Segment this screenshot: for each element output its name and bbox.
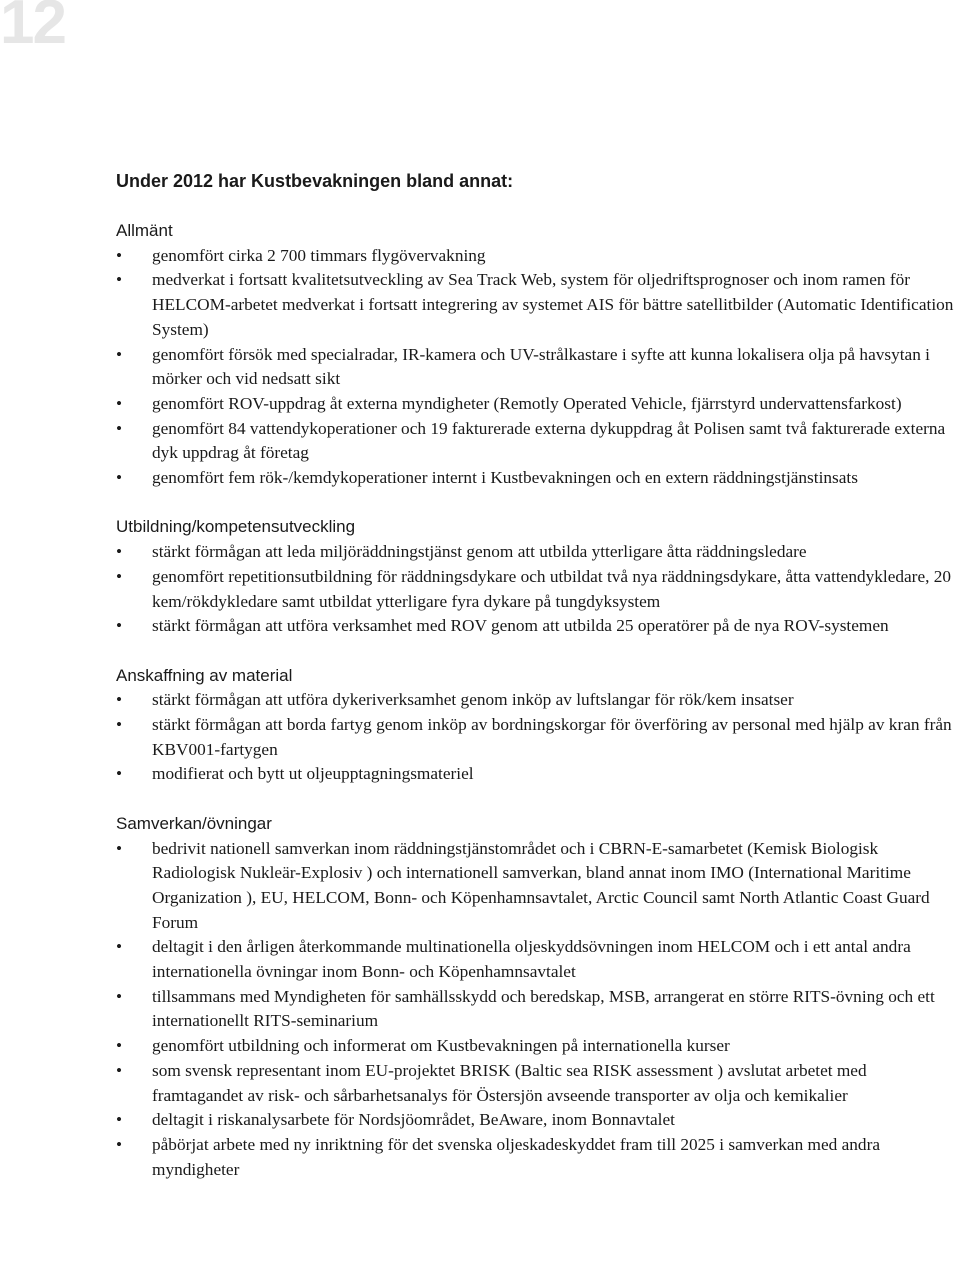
bullet-icon: • [116, 690, 123, 710]
list-item [116, 565, 960, 614]
bullet-list [116, 837, 960, 1183]
bullet-icon: • [116, 986, 123, 1006]
section-utbildning [116, 515, 960, 639]
list-item [116, 935, 960, 984]
bullet-icon: • [116, 1036, 123, 1056]
bullet-icon: • [116, 468, 123, 488]
list-item [116, 713, 960, 762]
list-item [116, 417, 960, 466]
bullet-icon: • [116, 418, 123, 438]
list-item-text: deltagit i den årligen återkommande multinationella oljeskyddsövningen inom HELCOM och i ett antal andra internationella övningar inom Bonn- och Köpenhamnsavtalet [152, 937, 911, 982]
list-item [116, 1108, 960, 1133]
section-anskaffning [116, 664, 960, 788]
list-item [116, 1034, 960, 1059]
list-item-text: modifierat och bytt ut oljeupptagningsmateriel [152, 764, 474, 784]
bullet-list [116, 688, 960, 787]
list-item [116, 614, 960, 639]
list-item-text: stärkt förmågan att leda miljöräddningstjänst genom att utbilda ytterligare åtta räddningsledare [152, 542, 807, 562]
bullet-icon: • [116, 838, 123, 858]
list-item-text: genomfört försök med specialradar, IR-kamera och UV-strålkastare i syfte att kunna lokalisera olja på havsytan i mörker och vid nedsatt sikt [152, 344, 930, 389]
list-item-text: genomfört utbildning och informerat om Kustbevakningen på internationella kurser [152, 1036, 730, 1056]
list-item [116, 1059, 960, 1108]
bullet-icon: • [116, 937, 123, 957]
list-item [116, 392, 960, 417]
bullet-icon: • [116, 245, 123, 265]
bullet-icon: • [116, 715, 123, 735]
list-item-text: stärkt förmågan att utföra dykeriverksamhet genom inköp av luftslangar för rök/kem insatser [152, 690, 794, 710]
bullet-list [116, 244, 960, 491]
bullet-icon: • [116, 1134, 123, 1154]
list-item-text: medverkat i fortsatt kvalitetsutveckling av Sea Track Web, system för oljedriftsprognoser och inom ramen för HELCOM-arbetet medverkat i fortsatt integrering av systemet AIS för bättre satellitbilder (Automatic Identification System) [152, 270, 954, 339]
list-item [116, 762, 960, 787]
list-item [116, 837, 960, 936]
page-heading: Under 2012 har Kustbevakningen bland annat: [116, 171, 514, 191]
section-samverkan [116, 812, 960, 1183]
page-number: 12 [0, 0, 65, 57]
list-item-text: deltagit i riskanalysarbete för Nordsjöområdet, BeAware, inom Bonnavtalet [152, 1110, 675, 1130]
bullet-icon: • [116, 764, 123, 784]
list-item [116, 343, 960, 392]
list-item-text: genomfört cirka 2 700 timmars flygövervakning [152, 245, 486, 265]
list-item-text: som svensk representant inom EU-projektet BRISK (Baltic sea RISK assessment ) avslutat arbetet med framtagandet av risk- och sårbarhetsanalys för Östersjön avseende transporter av olja och kemikalier [152, 1060, 867, 1105]
list-item [116, 268, 960, 342]
section-title: Utbildning/kompetensutveckling [116, 517, 356, 537]
document-body [116, 169, 960, 1207]
list-item [116, 688, 960, 713]
bullet-icon: • [116, 393, 123, 413]
list-item-text: stärkt förmågan att utföra verksamhet med ROV genom att utbilda 25 operatörer på de nya ROV-systemen [152, 616, 889, 636]
section-allmant [116, 219, 960, 491]
bullet-list [116, 540, 960, 639]
bullet-icon: • [116, 616, 123, 636]
bullet-icon: • [116, 344, 123, 364]
section-title: Anskaffning av material [116, 665, 293, 685]
list-item-text: genomfört 84 vattendykoperationer och 19 fakturerade externa dykuppdrag åt Polisen samt två fakturerade externa dyk uppdrag åt företag [152, 418, 946, 463]
list-item [116, 1133, 960, 1182]
list-item-text: genomfört ROV-uppdrag åt externa myndigheter (Remotly Operated Vehicle, fjärrstyrd undervattensfarkost) [152, 393, 902, 413]
bullet-icon: • [116, 1060, 123, 1080]
bullet-icon: • [116, 270, 123, 290]
list-item [116, 244, 960, 269]
section-title: Allmänt [116, 221, 173, 240]
bullet-icon: • [116, 1110, 123, 1130]
list-item-text: genomfört repetitionsutbildning för räddningsdykare och utbildat två nya räddningsdykare, åtta vattendykledare, 20 kem/rökdykledare samt utbildat ytterligare fyra dykare på tungdyksystem [152, 566, 952, 611]
bullet-icon: • [116, 542, 123, 562]
list-item-text: bedrivit nationell samverkan inom räddningstjänstområdet och i CBRN-E-samarbetet (Kemisk Biologisk Radiologisk Nukleär-Explosiv ) och internationell samverkan, bland annat inom IMO (International Maritime Organization ), EU, HELCOM, Bonn- och Köpenhamnsavtalet, Arctic Council samt North Atlantic Coast Guard Forum [152, 838, 930, 932]
list-item-text: genomfört fem rök-/kemdykoperationer internt i Kustbevakningen och en extern räddningstjänstinsats [152, 468, 858, 488]
list-item [116, 985, 960, 1034]
list-item-text: tillsammans med Myndigheten för samhällsskydd och beredskap, MSB, arrangerat en större RITS-övning och ett internationellt RITS-seminarium [152, 986, 935, 1031]
bullet-icon: • [116, 566, 123, 586]
list-item [116, 466, 960, 491]
list-item [116, 540, 960, 565]
section-title: Samverkan/övningar [116, 813, 272, 833]
list-item-text: påbörjat arbete med ny inriktning för det svenska oljeskadeskyddet fram till 2025 i samverkan med andra myndigheter [152, 1134, 880, 1179]
list-item-text: stärkt förmågan att borda fartyg genom inköp av bordningskorgar för överföring av personal med hjälp av kran från KBV001-fartygen [152, 715, 952, 759]
